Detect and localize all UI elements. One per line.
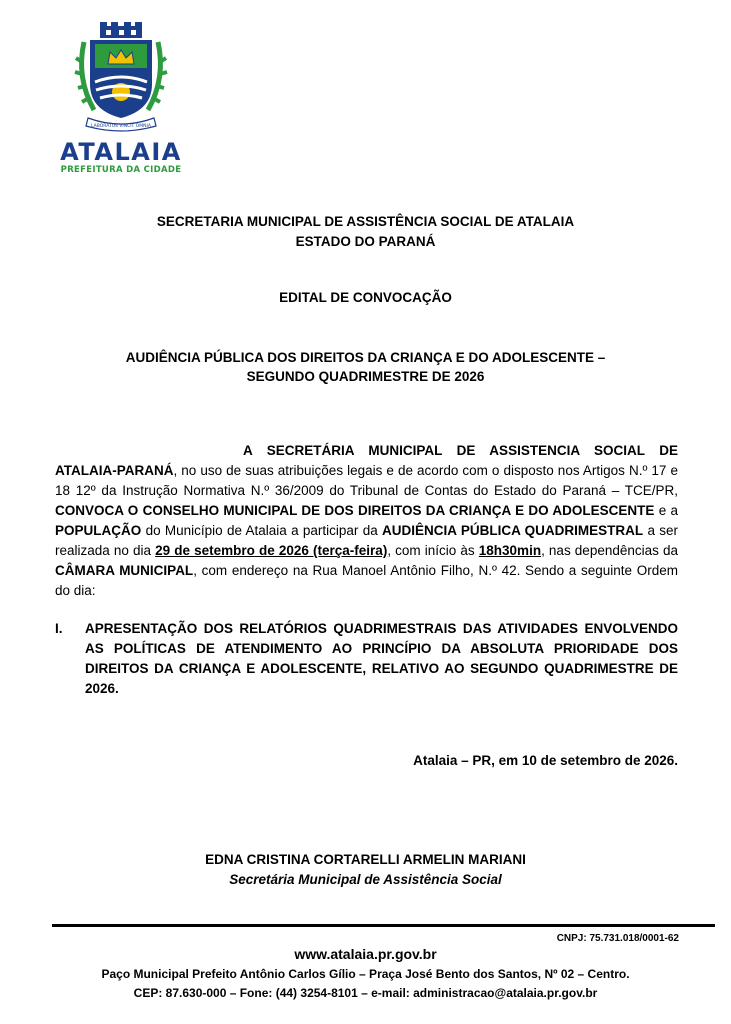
secretariat-title: SECRETARIA MUNICIPAL DE ASSISTÊNCIA SOCIAL DE ATALAIA — [156, 214, 575, 229]
ribbon-motto: LABORATUS VINCIT OMNIA — [91, 124, 151, 129]
footer-address: Paço Municipal Prefeito Antônio Carlos Gílio – Praça José Bento dos Santos, Nº 02 – Centro. — [101, 967, 630, 981]
state-title: ESTADO DO PARANÁ — [295, 234, 436, 249]
body-venue-intro: , nas dependências da — [541, 543, 678, 558]
convocation-paragraph — [55, 441, 678, 601]
body-date: 29 de setembro de 2026 (terça-feira) — [155, 543, 388, 558]
agenda-number: I. — [55, 621, 63, 636]
footer-contact: CEP: 87.630-000 – Fone: (44) 3254-8101 – e-mail: administracao@atalaia.pr.gov.br — [133, 986, 598, 1000]
body-invite: do Município de Atalaia a participar da — [141, 523, 383, 538]
brand-name: ATALAIA — [60, 138, 182, 166]
body-date-intro: a ser realizada no dia — [55, 523, 678, 558]
place-date: Atalaia – PR, em 10 de setembro de 2026. — [413, 753, 678, 768]
body-connector: e a — [654, 503, 678, 518]
body-address: , com endereço na Rua Manoel Antônio Filho, N.º 42. Sendo a seguinte Ordem do dia: — [55, 563, 678, 598]
subject-line-2: SEGUNDO QUADRIMESTRE DE 2026 — [246, 369, 485, 384]
coat-of-arms-icon — [70, 22, 172, 134]
brand-subtitle: PREFEITURA DA CIDADE — [60, 165, 182, 175]
body-time-intro: , com início às — [387, 543, 479, 558]
edital-heading: EDITAL DE CONVOCAÇÃO — [279, 290, 452, 305]
body-venue: CÂMARA MUNICIPAL — [55, 563, 194, 578]
signatory-role: Secretária Municipal de Assistência Social — [229, 872, 502, 887]
signatory-name: EDNA CRISTINA CORTARELLI ARMELIN MARIANI — [205, 852, 526, 867]
cnpj: CNPJ: 75.731.018/0001-62 — [556, 933, 679, 944]
subject-line-1: AUDIÊNCIA PÚBLICA DOS DIREITOS DA CRIANÇA E DO ADOLESCENTE – — [125, 350, 606, 365]
body-population: POPULAÇÃO — [55, 523, 142, 538]
website-link[interactable]: www.atalaia.pr.gov.br — [294, 946, 437, 962]
body-legal-basis: , no uso de suas atribuições legais e de acordo com o disposto nos Artigos N.º 17 e 18 12º da Instrução Normativa N.º 36/2009 do Tribunal de Contas do Estado do Paraná – TCE/PR, — [55, 463, 678, 498]
footer-divider — [52, 924, 715, 927]
body-council: CONVOCA O CONSELHO MUNICIPAL DE DOS DIREITOS DA CRIANÇA E DO ADOLESCENTE — [55, 503, 655, 518]
body-hearing-name: AUDIÊNCIA PÚBLICA QUADRIMESTRAL — [382, 523, 644, 538]
body-issuer: A SECRETÁRIA MUNICIPAL DE ASSISTENCIA SOCIAL DE ATALAIA-PARANÁ — [55, 443, 678, 478]
agenda-text: APRESENTAÇÃO DOS RELATÓRIOS QUADRIMESTRAIS DAS ATIVIDADES ENVOLVENDO AS POLÍTICAS DE ATENDIMENTO AO PRINCÍPIO DA ABSOLUTA PRIORIDADE DOS DIREITOS DA CRIANÇA E ADOLESCENTE, RELATIVO AO SEGUNDO QUADRIMESTRE DE 2026. — [85, 621, 678, 696]
body-time: 18h30min — [478, 543, 542, 558]
